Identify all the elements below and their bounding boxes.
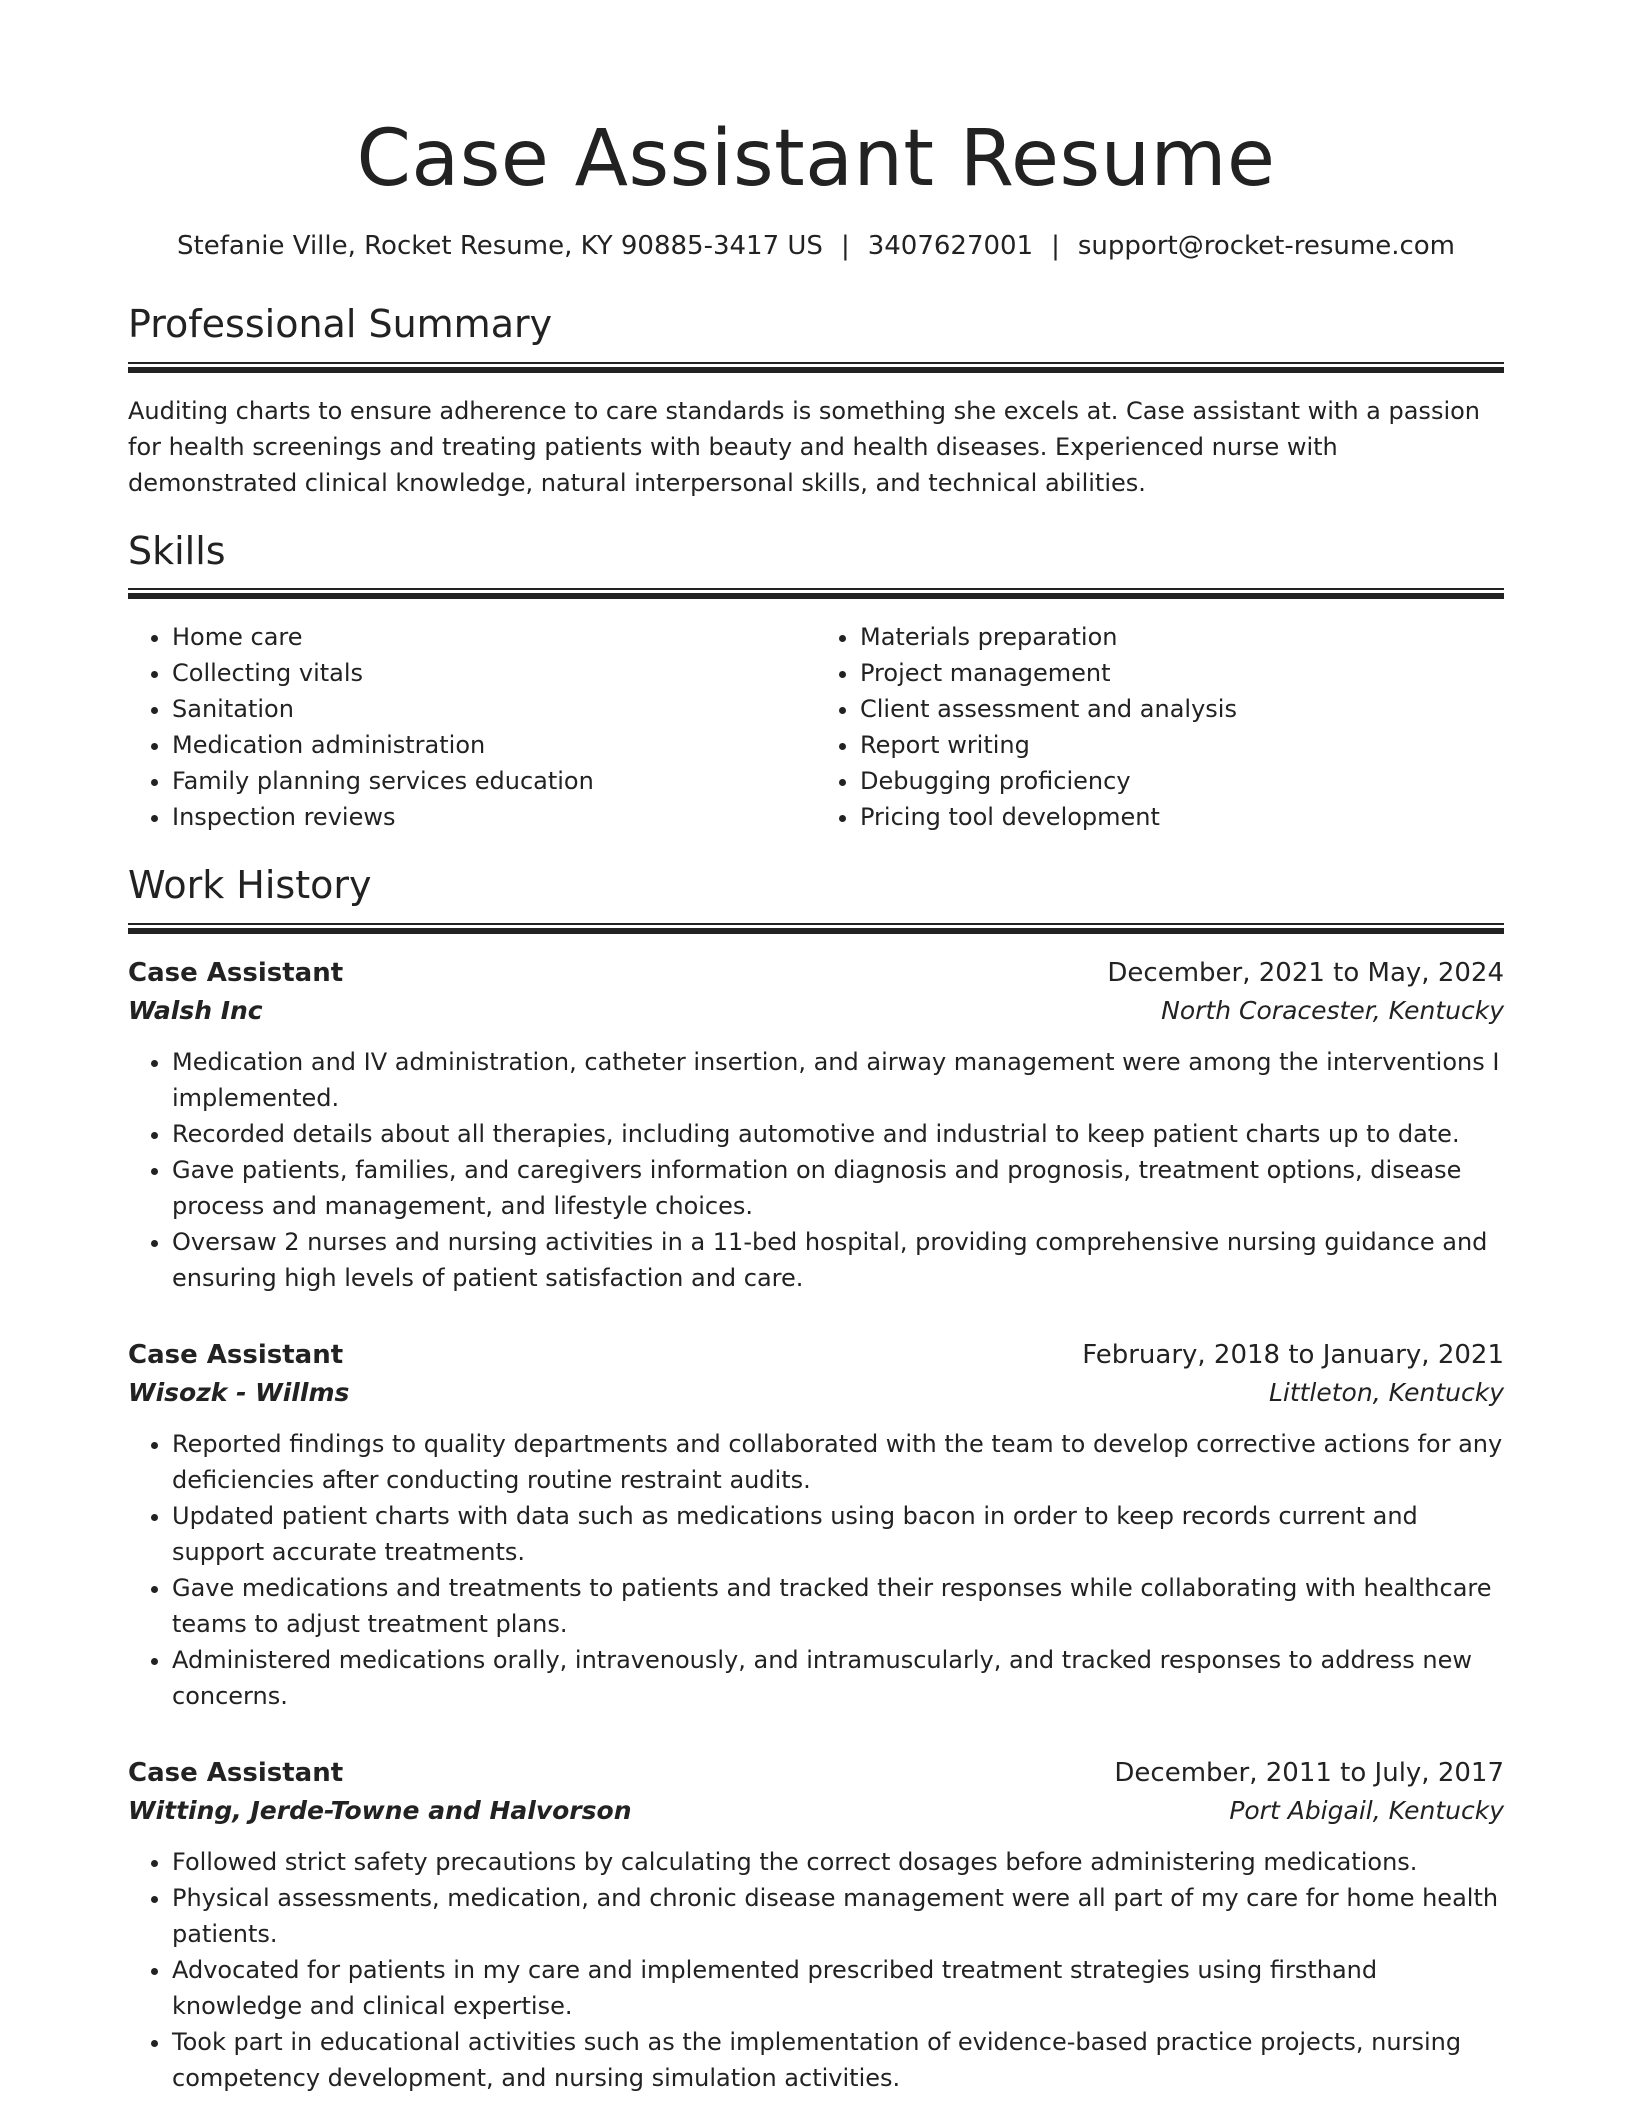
job-bullets [128, 1426, 1504, 1714]
resume-title: Case Assistant Resume [356, 114, 1276, 204]
skill-item: • Inspection reviews [172, 799, 816, 835]
job-bullet: • Recorded details about all therapies, including automotive and industrial to keep patient charts up to date. [172, 1116, 1504, 1152]
job-company-row [128, 992, 1504, 1030]
job-location: Port Abigail, Kentucky [1229, 1796, 1504, 1826]
section-divider [128, 362, 1504, 373]
job-dates: December, 2021 to May, 2024 [1107, 958, 1504, 989]
skill-item: • Report writing [860, 727, 1504, 763]
job-title: Case Assistant [128, 1340, 344, 1371]
skill-item: • Family planning services education [172, 763, 816, 799]
work-history-heading: Work History [128, 863, 372, 908]
job-company-row [128, 1792, 1504, 1830]
section-divider [128, 923, 1504, 934]
summary-heading: Professional Summary [128, 301, 553, 346]
job-bullets [128, 1044, 1504, 1296]
job-entry [128, 954, 1504, 1296]
job-entry [128, 1336, 1504, 1714]
job-entry [128, 1754, 1504, 2096]
job-company: Wisozk - Willms [128, 1378, 350, 1408]
skill-item: • Collecting vitals [172, 655, 816, 691]
summary-text: Auditing charts to ensure adherence to care standards is something she excels at. Case assistant with a passion for health screenings and treating patients with beauty and health diseases. Experienced nurse with demonstrated clinical knowledge, natural interpersonal skills, and technical abilities. [128, 396, 1481, 497]
job-bullet: • Administered medications orally, intravenously, and intramuscularly, and tracked responses to address new concerns. [172, 1642, 1504, 1714]
job-dates: February, 2018 to January, 2021 [1082, 1340, 1504, 1371]
contact-email: support@rocket-resume.com [1077, 231, 1455, 261]
skill-item: • Materials preparation [860, 619, 1504, 655]
contact-address: Stefanie Ville, Rocket Resume, KY 90885-3417 US [177, 231, 823, 261]
job-bullet: • Updated patient charts with data such as medications using bacon in order to keep records current and support accurate treatments. [172, 1498, 1504, 1570]
skill-item: • Sanitation [172, 691, 816, 727]
job-bullet: • Oversaw 2 nurses and nursing activities in a 11-bed hospital, providing comprehensive nursing guidance and ensuring high levels of patient satisfaction and care. [172, 1224, 1504, 1296]
job-bullet: • Medication and IV administration, catheter insertion, and airway management were among the interventions I implemented. [172, 1044, 1504, 1116]
skills-heading: Skills [128, 528, 226, 573]
contact-phone: 3407627001 [867, 231, 1034, 261]
job-location: Littleton, Kentucky [1268, 1378, 1504, 1408]
job-title: Case Assistant [128, 1758, 344, 1789]
job-company: Witting, Jerde-Towne and Halvorson [128, 1796, 632, 1826]
job-title: Case Assistant [128, 958, 344, 989]
skills-column-right [816, 619, 1504, 835]
contact-separator: | [840, 231, 850, 261]
job-location: North Coracester, Kentucky [1161, 996, 1504, 1026]
job-bullet: • Gave patients, families, and caregivers information on diagnosis and prognosis, treatment options, disease process and management, and lifestyle choices. [172, 1152, 1504, 1224]
job-company: Walsh Inc [128, 996, 263, 1026]
job-header-row [128, 1754, 1504, 1792]
skill-item: • Client assessment and analysis [860, 691, 1504, 727]
skill-item: • Home care [172, 619, 816, 655]
skill-item: • Project management [860, 655, 1504, 691]
job-bullet: • Gave medications and treatments to patients and tracked their responses while collaborating with healthcare teams to adjust treatment plans. [172, 1570, 1504, 1642]
job-bullets [128, 1844, 1504, 2096]
skills-list [128, 619, 1504, 835]
skill-item: • Medication administration [172, 727, 816, 763]
skills-column-left [128, 619, 816, 835]
job-bullet: • Physical assessments, medication, and chronic disease management were all part of my care for home health patients. [172, 1880, 1504, 1952]
job-bullet: • Reported findings to quality departments and collaborated with the team to develop corrective actions for any deficiencies after conducting routine restraint audits. [172, 1426, 1504, 1498]
skill-item: • Debugging proficiency [860, 763, 1504, 799]
skill-item: • Pricing tool development [860, 799, 1504, 835]
contact-separator: | [1051, 231, 1060, 261]
job-header-row [128, 954, 1504, 992]
section-divider [128, 588, 1504, 599]
contact-line [128, 230, 1504, 264]
job-company-row [128, 1374, 1504, 1412]
job-dates: December, 2011 to July, 2017 [1114, 1758, 1504, 1789]
job-bullet: • Followed strict safety precautions by calculating the correct dosages before administering medications. [172, 1844, 1504, 1880]
job-bullet: • Took part in educational activities such as the implementation of evidence-based practice projects, nursing competency development, and nursing simulation activities. [172, 2024, 1504, 2096]
job-header-row [128, 1336, 1504, 1374]
job-bullet: • Advocated for patients in my care and implemented prescribed treatment strategies using firsthand knowledge and clinical expertise. [172, 1952, 1504, 2024]
